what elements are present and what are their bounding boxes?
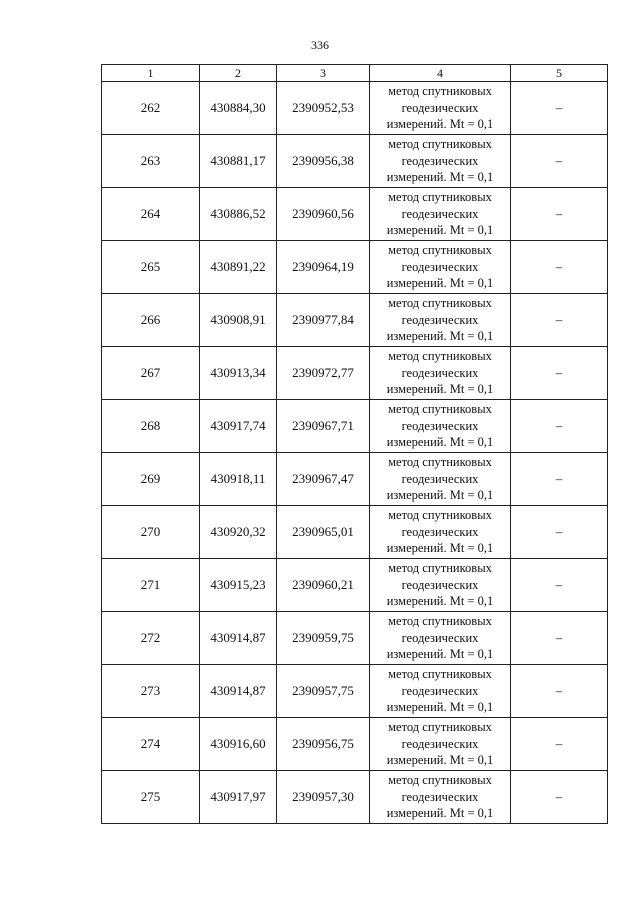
coordinate-x: 430884,30 [200, 82, 277, 135]
point-number: 262 [102, 82, 200, 135]
column-5-value: – [511, 294, 608, 347]
method-line-1: метод спутниковых [388, 561, 492, 576]
coordinate-x: 430916,60 [200, 718, 277, 771]
table-row [102, 559, 608, 612]
column-5-value: – [511, 612, 608, 665]
method-line-2: геодезических [401, 471, 479, 486]
coordinate-x: 430908,91 [200, 294, 277, 347]
column-header-4: 4 [370, 65, 511, 82]
table-row [102, 665, 608, 718]
coordinate-y: 2390952,53 [277, 82, 370, 135]
method-line-3: измерений. Mt = 0,1 [386, 117, 494, 132]
table-row [102, 506, 608, 559]
column-header-2: 2 [200, 65, 277, 82]
method-line-1: метод спутниковых [388, 614, 492, 629]
coordinate-x: 430920,32 [200, 506, 277, 559]
method-line-2: геодезических [401, 100, 479, 115]
point-number: 264 [102, 188, 200, 241]
coordinate-y: 2390960,56 [277, 188, 370, 241]
point-number: 265 [102, 241, 200, 294]
method-line-1: метод спутниковых [388, 296, 492, 311]
method-line-3: измерений. Mt = 0,1 [386, 329, 494, 344]
method-description [370, 135, 511, 188]
method-description [370, 453, 511, 506]
table-row [102, 771, 608, 824]
method-description [370, 612, 511, 665]
coordinate-x: 430886,52 [200, 188, 277, 241]
method-line-3: измерений. Mt = 0,1 [386, 541, 494, 556]
point-number: 270 [102, 506, 200, 559]
method-line-1: метод спутниковых [388, 137, 492, 152]
column-5-value: – [511, 135, 608, 188]
page-number: 336 [311, 38, 329, 52]
method-line-2: геодезических [401, 736, 479, 751]
coordinate-y: 2390967,71 [277, 400, 370, 453]
method-description [370, 771, 511, 824]
coordinate-y: 2390959,75 [277, 612, 370, 665]
method-line-1: метод спутниковых [388, 508, 492, 523]
method-line-1: метод спутниковых [388, 190, 492, 205]
coordinate-y: 2390960,21 [277, 559, 370, 612]
column-5-value: – [511, 453, 608, 506]
method-line-3: измерений. Mt = 0,1 [386, 753, 494, 768]
method-line-1: метод спутниковых [388, 455, 492, 470]
column-5-value: – [511, 400, 608, 453]
column-5-value: – [511, 188, 608, 241]
coordinate-y: 2390972,77 [277, 347, 370, 400]
method-line-3: измерений. Mt = 0,1 [386, 806, 494, 821]
table-row [102, 241, 608, 294]
coordinate-y: 2390964,19 [277, 241, 370, 294]
column-header-1: 1 [102, 65, 200, 82]
coordinate-y: 2390956,75 [277, 718, 370, 771]
method-line-3: измерений. Mt = 0,1 [386, 488, 494, 503]
point-number: 272 [102, 612, 200, 665]
method-line-2: геодезических [401, 312, 479, 327]
method-line-3: измерений. Mt = 0,1 [386, 647, 494, 662]
method-line-3: измерений. Mt = 0,1 [386, 435, 494, 450]
method-line-3: измерений. Mt = 0,1 [386, 170, 494, 185]
method-description [370, 82, 511, 135]
point-number: 269 [102, 453, 200, 506]
column-header-3: 3 [277, 65, 370, 82]
method-line-3: измерений. Mt = 0,1 [386, 223, 494, 238]
method-description [370, 241, 511, 294]
coordinate-y: 2390957,30 [277, 771, 370, 824]
method-line-2: геодезических [401, 524, 479, 539]
method-description [370, 718, 511, 771]
coordinate-x: 430881,17 [200, 135, 277, 188]
coordinate-x: 430913,34 [200, 347, 277, 400]
method-line-1: метод спутниковых [388, 243, 492, 258]
coordinate-y: 2390957,75 [277, 665, 370, 718]
column-5-value: – [511, 82, 608, 135]
coordinate-x: 430917,97 [200, 771, 277, 824]
coordinate-y: 2390956,38 [277, 135, 370, 188]
column-5-value: – [511, 241, 608, 294]
point-number: 275 [102, 771, 200, 824]
method-line-2: геодезических [401, 259, 479, 274]
table-row [102, 188, 608, 241]
coordinate-x: 430917,74 [200, 400, 277, 453]
point-number: 274 [102, 718, 200, 771]
coordinate-x: 430914,87 [200, 612, 277, 665]
table-row [102, 453, 608, 506]
method-description [370, 559, 511, 612]
method-line-2: геодезических [401, 153, 479, 168]
method-line-2: геодезических [401, 630, 479, 645]
column-5-value: – [511, 559, 608, 612]
column-5-value: – [511, 665, 608, 718]
method-line-3: измерений. Mt = 0,1 [386, 594, 494, 609]
method-description [370, 506, 511, 559]
method-description [370, 294, 511, 347]
method-description [370, 188, 511, 241]
method-line-1: метод спутниковых [388, 349, 492, 364]
method-line-1: метод спутниковых [388, 402, 492, 417]
method-line-2: геодезических [401, 577, 479, 592]
method-line-2: геодезических [401, 683, 479, 698]
method-line-1: метод спутниковых [388, 773, 492, 788]
method-line-3: измерений. Mt = 0,1 [386, 276, 494, 291]
coordinate-y: 2390965,01 [277, 506, 370, 559]
table-row [102, 135, 608, 188]
method-description [370, 665, 511, 718]
coordinate-x: 430915,23 [200, 559, 277, 612]
method-line-2: геодезических [401, 365, 479, 380]
point-number: 266 [102, 294, 200, 347]
point-number: 263 [102, 135, 200, 188]
coordinate-y: 2390967,47 [277, 453, 370, 506]
method-description [370, 400, 511, 453]
table-body [102, 82, 608, 824]
coordinate-x: 430891,22 [200, 241, 277, 294]
column-5-value: – [511, 771, 608, 824]
table-row [102, 347, 608, 400]
table-row [102, 400, 608, 453]
point-number: 273 [102, 665, 200, 718]
column-5-value: – [511, 718, 608, 771]
point-number: 271 [102, 559, 200, 612]
point-number: 268 [102, 400, 200, 453]
coordinate-x: 430914,87 [200, 665, 277, 718]
table-row [102, 82, 608, 135]
column-5-value: – [511, 347, 608, 400]
coordinate-y: 2390977,84 [277, 294, 370, 347]
column-5-value: – [511, 506, 608, 559]
method-line-3: измерений. Mt = 0,1 [386, 700, 494, 715]
method-line-2: геодезических [401, 206, 479, 221]
method-line-3: измерений. Mt = 0,1 [386, 382, 494, 397]
method-description [370, 347, 511, 400]
table-row [102, 294, 608, 347]
method-line-1: метод спутниковых [388, 84, 492, 99]
table-header-row [102, 65, 608, 82]
table-row [102, 718, 608, 771]
method-line-1: метод спутниковых [388, 667, 492, 682]
method-line-2: геодезических [401, 789, 479, 804]
column-header-5: 5 [511, 65, 608, 82]
method-line-1: метод спутниковых [388, 720, 492, 735]
coordinate-x: 430918,11 [200, 453, 277, 506]
table-row [102, 612, 608, 665]
point-number: 267 [102, 347, 200, 400]
coordinates-table [101, 64, 608, 824]
method-line-2: геодезических [401, 418, 479, 433]
